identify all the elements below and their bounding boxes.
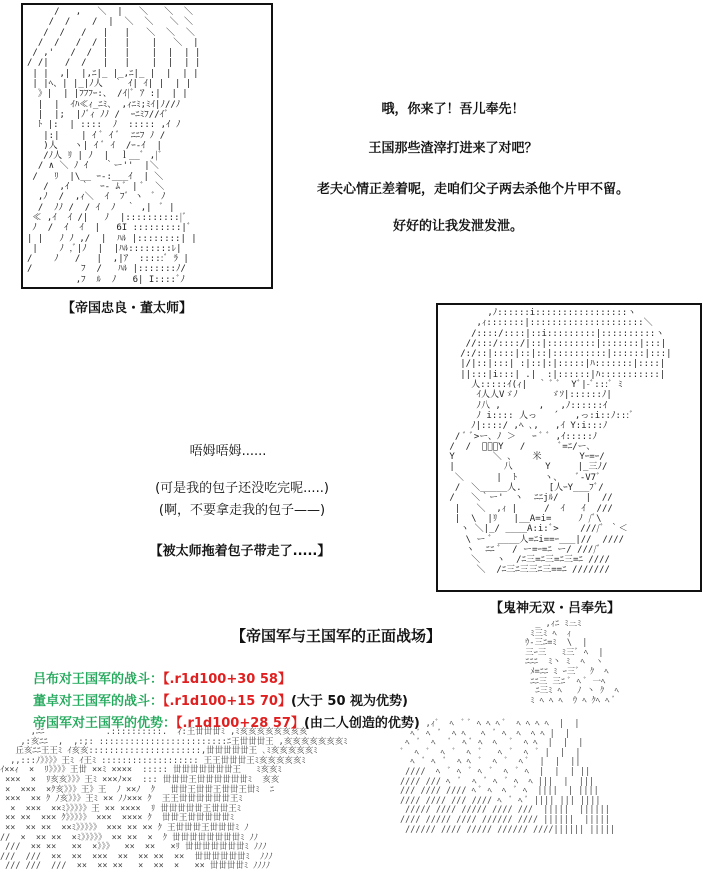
dialogue-line-1: 哦，你来了！吾儿奉先！: [381, 102, 525, 117]
roll-note: (由二人创造的优势): [303, 716, 420, 731]
dialogue-line-3: 老夫心情正差着呢，走咱们父子两去杀他个片甲不留。: [316, 182, 630, 197]
roll-label: 帝国军对王国军的优势：: [33, 716, 177, 731]
dongzhuo-art-frame: [21, 3, 273, 289]
roll-label: 吕布对王国军的战斗：: [33, 672, 164, 687]
lubu-caption: 【鬼神无双・吕奉先】: [490, 601, 621, 616]
roll-result: 【.r1d100+28 57】: [176, 716, 304, 731]
dialogue-line-2: 王国那些渣滓打进来了对吧？: [368, 141, 538, 156]
roll-row-dongzhuo: [33, 690, 408, 709]
dialogue-line-4: 好好的让我发泄发泄。: [392, 219, 524, 234]
roll-note: (大于 50 视为优势): [290, 694, 408, 709]
thought-line-1: (可是我的包子还没吃完呢.....): [155, 481, 329, 496]
dongzhuo-caption: 【帝国忠良・董太师】: [62, 301, 193, 316]
lubu-ascii-art: ,ﾉ::::::i:::::::::::::::::ヽ ,ｨ:::::::|:::::::::::::::::::::＼ /::::/::::|::i:::::::::|::::::::::ヽ //:::/::::/|::|:::::::::|:::::::|:::| /:/::|::::|::|::|::::::::::|::::::|:::| |/|::|:::| :|::|:|:::::|ﾊ:::::::|::::| ||:::|i:::| .| :|::::::|ﾊ:::::::::::| 人:::::ｲ(ｨ| ｀ ﾞ ﾞ Yﾞ|-ﾞ:::ﾞ ﾐ ｲ人人Vゞﾉ ゞｿ|::::::ﾉ| ﾉ八 , , ,ﾉ::::::ｲ ﾉ i:::: 人っ ´ ,っ:i::ﾉ:::ﾞ ﾉ|::::/ ,ﾍ ､, ,ｲ Y:i:::ﾉ / ﾞ ﾞ>ー、ﾉ ＞ ｰ ﾞ ﾞ ,ｲ:::::ﾉ / / ﾞ、ｰY / ﾞ=ﾆ/ー、 Y ＼ 、 米 Yｰ=ｰ/ | 八 Y |_三ﾉ/ ＼ | ﾄ ヽ、 ﾞ-V7ﾞ / ＼_____人. [人ｰY___ﾌﾞ/ / ＼｀ー' ヽ ﾆﾆjﾙ/ | // | ＼ ,ｨ | / ｲ ｲ /// | \ |ﾘ |__A=i= ﾉ /ﾞ\ ヽ ＼|_/ ____A:i:ﾞ> ////ﾞ ｀＜ \ ー ﾞ ____人=ﾆi==ｰ___|// //// ヽ ﾆﾆ ﾞ / ー=ｰ=ﾆ ー/ ////ﾞ ＼ ヽ /ﾆ三=ﾆ三=ﾆ三=ﾆ //// ＼ /ﾆ三ﾆ三三ﾆ三==ﾆ ///////: [449, 308, 672, 576]
dongzhuo-ascii-art: / , ＼ | ＼ ＼ ＼ / / / | ＼ ＼ ＼ ＼ / / / | | ＼ ＼ ＼ / / / / | | | ＼ | / ,' / / | | | | | | / /| / / | | | | | | | | ,| |,ﾆ|_ |_,ﾆ|_ | | | | | |ﾍ、| |_|ﾉ人 ｀ ｲ| ｲ| | | | 》| | |ﾌﾌﾌｰ:、 /ｲ|ﾞ ｱ :| | | | | ｲﾊ≪ｨ_ﾆﾐ、 ,ｨﾆﾐ;ﾐｲ|ﾉ//ﾉ | |; |ﾉﾞｨ ﾉﾉ / ｰﾆﾐﾌ//ｲﾞ ﾄ |: | :::: ﾉ ::::: ,ｲ ﾉ |:| | ｲ ﾞ ｲ ﾞ ﾆﾆﾌ ﾉ / )人 ヽ| ｲ ﾞ ｲ /ｰ-ｲ | /ﾉ人 ﾘ | ﾉ | ｌ__ﾞ ,|ﾞ / ∧ ＼ ﾉ ｲ ｀ー'' |＼ / ﾘ |\__ ｰ-:___ｲ | ＼ / ,ｲ ｀ ｰ- ﾑ ﾞ | ﾞ ＼ ,ﾉ / ,ｨ＼ ｲ ﾌﾞ ヽ ﾞ ﾉ / ﾉﾉ / / ｲ ﾉ ｀ ,| ﾞ | ≪ ,ｲ ｲ /| ﾉ |::::::::::|ﾞ ﾉ / ｲ ｲ | 6I :::::::::|ﾞ | | ﾉ ﾉ ,/ | ﾊﾙ |::::::::| | | ﾉ ,ﾞ|ﾉ | |ﾊﾙ::::::::ﾚ| / ﾉ / | ,|ｱ :::::ﾞ ﾗ | / ﾌ / ﾊﾙ |:::::::ﾉ/ ,ﾌ ﾙ ﾉ 6| I::::ﾞﾉ: [27, 7, 201, 285]
roll-result: 【.r1d100+15 70】: [163, 694, 291, 709]
roll-row-lubu: [33, 668, 291, 687]
thought-line-2: (啊，不要拿走我的包子——): [158, 503, 326, 518]
roll-row-empire: [33, 712, 420, 731]
battlefield-ascii-art: _ ,ｨﾆ ﾐ三ﾐ ﾐ三ﾐ ﾍ ｨ ｳ-三ﾆ=ﾐ \ | 三ｰ三 ﾐ三ﾞ ﾍ | ﾆﾆﾆ ﾐ丶 ﾐ ﾍ ヽ ﾒ=ﾆﾆ ﾐ ｰ三ﾞ ｸ ﾍ ﾆﾆ三 三ﾆ ﾞ ﾍ ﾞ 一ﾍ ﾆ三ﾐ ﾍ ﾉ 丶 ｸ ﾍ ﾐ ﾍ ﾍ ﾍ ｳ ﾍ ｸﾍ ﾍ ﾞ ,ﾆﾆ .::::::::::. ｨ:王丗丗丗ﾐ ,ﾐ亥亥亥亥亥亥亥亥 ,:亥ﾆﾆ , ,:;: :::::::::::::::::::::::::ﾆ王丗丗丗王 ,亥亥亥亥亥亥亥ﾐ 丘亥ﾆﾆ王王ﾐ ｲ亥亥::::::::::::::::::::::,丗丗丗丗丗王 ､ﾐ亥亥亥亥亥ﾐ ,,:::ﾉ》》》》王ﾐ ｲ王ﾐ ::::::::::::::::::: 王王丗丗丗王ﾐ亥亥亥亥亥ﾐ ｲ××ｨ × ﾘ》》》》王丗 ××ﾐ ×××× ::::: 丗丗丗丗丗丗丗王 ﾐ亥亥ﾐ ××× × ﾘ亥亥》》》王ﾐ ×××ﾉ×× ::: 丗丗丗王丗丗丗丗丗丗ﾐ 亥亥 × ××× ×ｸ亥》》》王》王 ﾉ ××ﾉ ｸ 丗丗王丗丗王丗丗王丗ﾐ ﾆ ××× ×× ｸ ﾉ亥》》》王ﾐ ×× ﾉﾉ××× ｸ 王王丗丗丗丗丗丗王ﾐ × ××× ××ﾐ》》》》》王 ×× ×××× ﾘ 丗丗丗丗丗王丗丗王ﾐ ×× ×× ××× ｸ》》》》》 ××× ×××× ｸ 丗丗王丗丗丗丗丗ﾐ ×× ×× ×× ××ﾐ》》》》》 ××× ×× ×× ｸ 王丗丗丗王丗丗丗ﾐ ﾉ // × ×× ×× ×ﾐ》》》》》 ×× ×× × ｸ 丗丗丗丗丗丗丗丗ﾐ ﾉﾉ /// ×× ×× ×× ×》》》 ×× ×× ×ﾘ 丗丗丗丗丗丗丗ﾐ ﾉﾉﾉ /// /// ×× ×× ××× ×× ×× ×× ×× 丗丗丗丗丗丗ﾐ ﾉﾉﾉ /// /// /// ×× ×× ×× × ×× × ×× 丗丗丗丗ﾐ ﾉﾉﾉﾉ ,ｨﾞ ﾍ ﾞ ﾞ ﾍ ﾍ ﾍ ﾞ ﾍ ﾍ ﾍ ﾍ | | ﾍ ﾞ ﾍ ﾞ ﾍ ﾍ ﾍ ﾞ ﾍ ﾍ ﾍ ﾍ | | ﾍ ﾞ ﾍ ﾞ ﾍ ﾞ ﾍ ﾍ ﾞ ﾍ ﾍ | | | ﾞ ﾍ ﾞ ﾍ ﾞ ﾍ ﾞ ﾍ ﾞ ﾍ ﾞ | | | ﾍ ﾞ ﾍ ﾞ ﾍ ﾍ ﾞ ﾍ ﾞ ﾍ ﾞ | | || //// ﾍ ﾞ ﾍ ﾞ ﾍ ﾞ ﾍ ﾞ ﾍ | | | || //// /// ﾍ ﾞ ﾍ ﾞ ﾍ ﾞ ﾍ ﾍ ||| | ||| /// //// //// ﾍ ﾞ ﾍ ﾍ ﾞ ﾍ |||| | |||| //// //// /// //// ﾍ ﾞ ﾍ ﾞ |||| ||| |||| ///// //// ///// //// /// ||||| |||||| //// ///// //// ////// //// |||||| ||||| ////// //// ///// ////// ////|||||| |||||: [0, 620, 619, 872]
mumble-line: 唔姆唔姆......: [189, 444, 267, 459]
lubu-art-frame: [436, 303, 702, 592]
roll-label: 董卓对王国军的战斗：: [33, 694, 164, 709]
narration-line: 【被太师拖着包子带走了.....】: [149, 544, 331, 559]
roll-result: 【.r1d100+30 58】: [163, 672, 291, 687]
battle-title: 【帝国军与王国军的正面战场】: [231, 627, 442, 645]
